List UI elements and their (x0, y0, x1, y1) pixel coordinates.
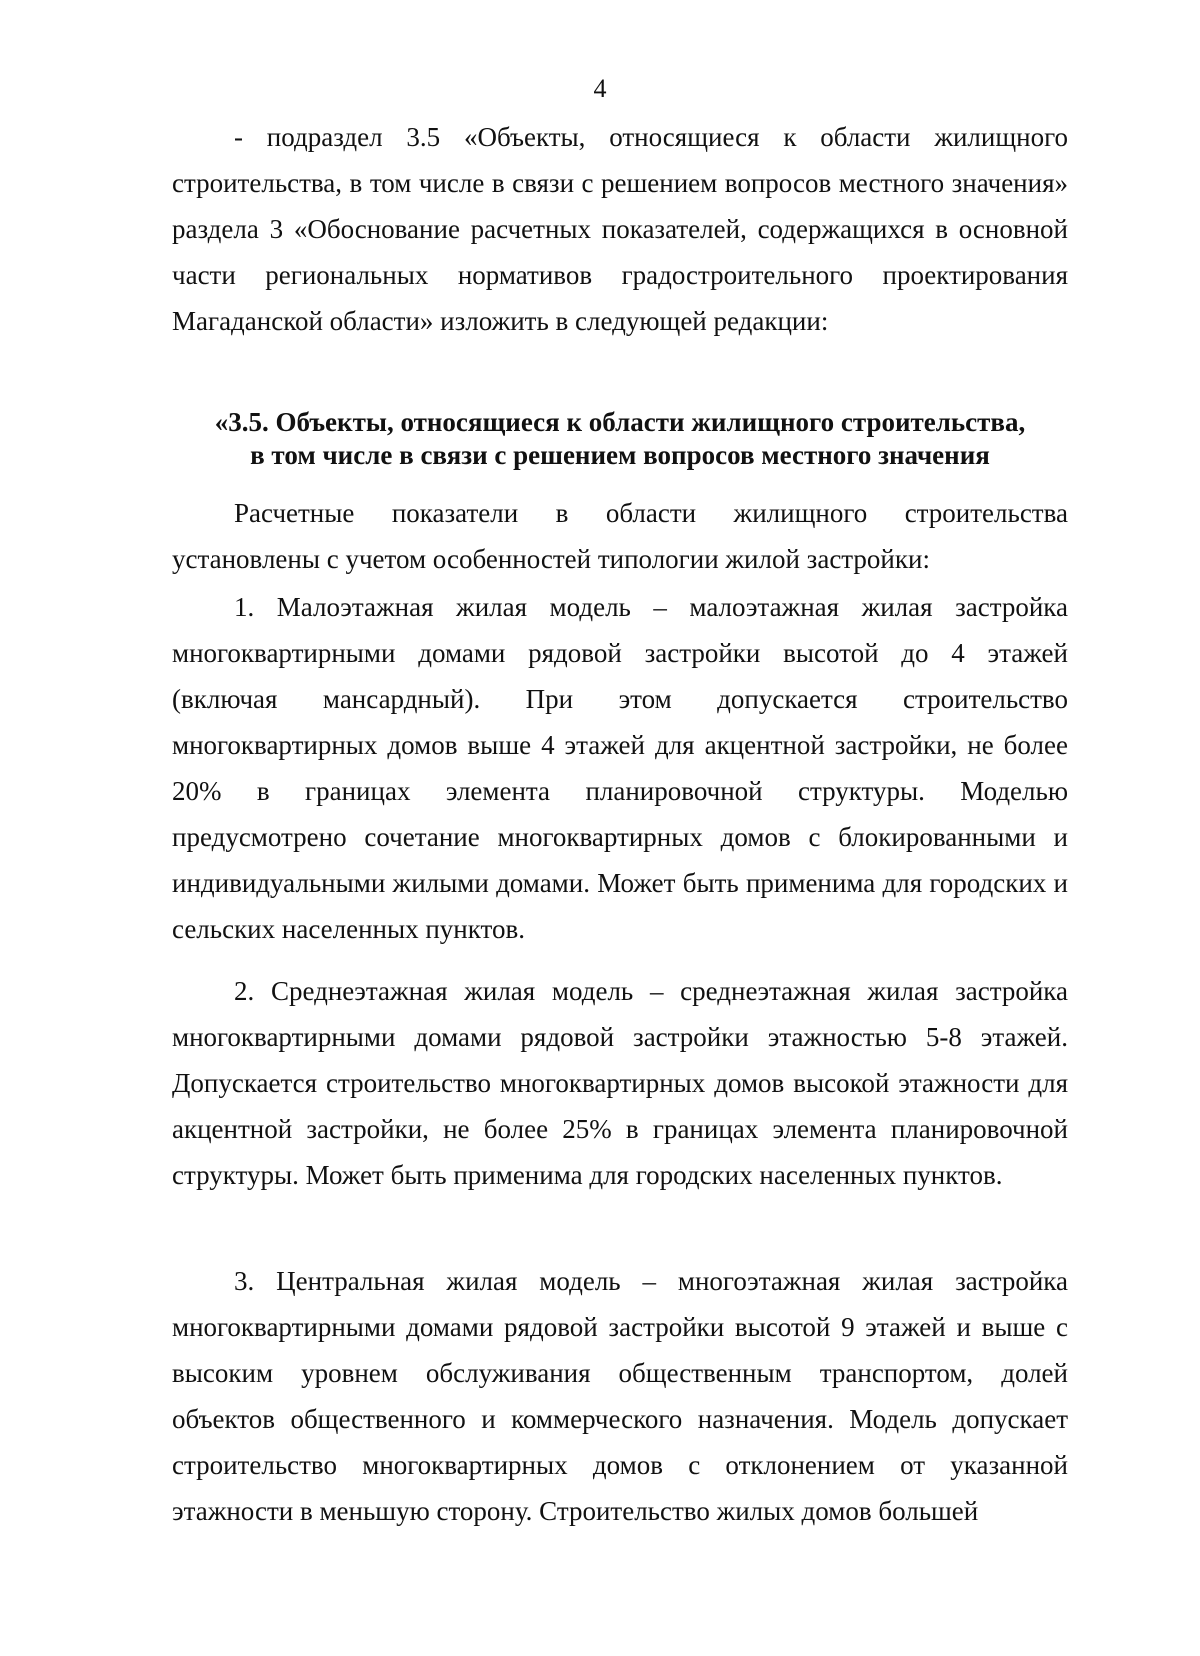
list-item-1: 1. Малоэтажная жилая модель – малоэтажная жилая застройка многоквартирными домами рядовой застройки высотой до 4 этажей (включая мансардный). При этом допускается строительство многоквартирных домов выше 4 этажей для акцентной застройки, не более 20% в границах элемента планировочной структуры. Моделью предусмотрено сочетание многоквартирных домов с блокированными и индивидуальными жилыми домами. Может быть применима для городских и сельских населенных пунктов. (172, 592, 1068, 944)
section-heading-line-2: в том числе в связи с решением вопросов местного значения (250, 440, 990, 470)
list-item-3: 3. Центральная жилая модель – многоэтажная жилая застройка многоквартирными домами рядовой застройки высотой 9 этажей и выше с высоким уровнем обслуживания общественным транспортом, долей объектов общественного и коммерческого назначения. Модель допускает строительство многоквартирных домов с отклонением от указанной этажности в меньшую сторону. Строительство жилых домов большей (172, 1266, 1068, 1526)
list-item-2: 2. Среднеэтажная жилая модель – среднеэтажная жилая застройка многоквартирными домами рядовой застройки этажностью 5-8 этажей. Допускается строительство многоквартирных домов высокой этажности для акцентной застройки, не более 25% в границах элемента планировочной структуры. Может быть применима для городских населенных пунктов. (172, 976, 1068, 1190)
page-number: 4 (593, 74, 607, 103)
section-heading-line-1: «3.5. Объекты, относящиеся к области жилищного строительства, (214, 407, 1026, 437)
section-heading (160, 406, 1080, 472)
intro-paragraph: - подраздел 3.5 «Объекты, относящиеся к области жилищного строительства, в том числе в связи с решением вопросов местного значения» раздела 3 «Обоснование расчетных показателей, содержащихся в основной части региональных нормативов градостроительного проектирования Магаданской области» изложить в следующей редакции: (172, 122, 1068, 336)
lead-paragraph: Расчетные показатели в области жилищного строительства установлены с учетом особенностей типологии жилой застройки: (172, 498, 1068, 574)
